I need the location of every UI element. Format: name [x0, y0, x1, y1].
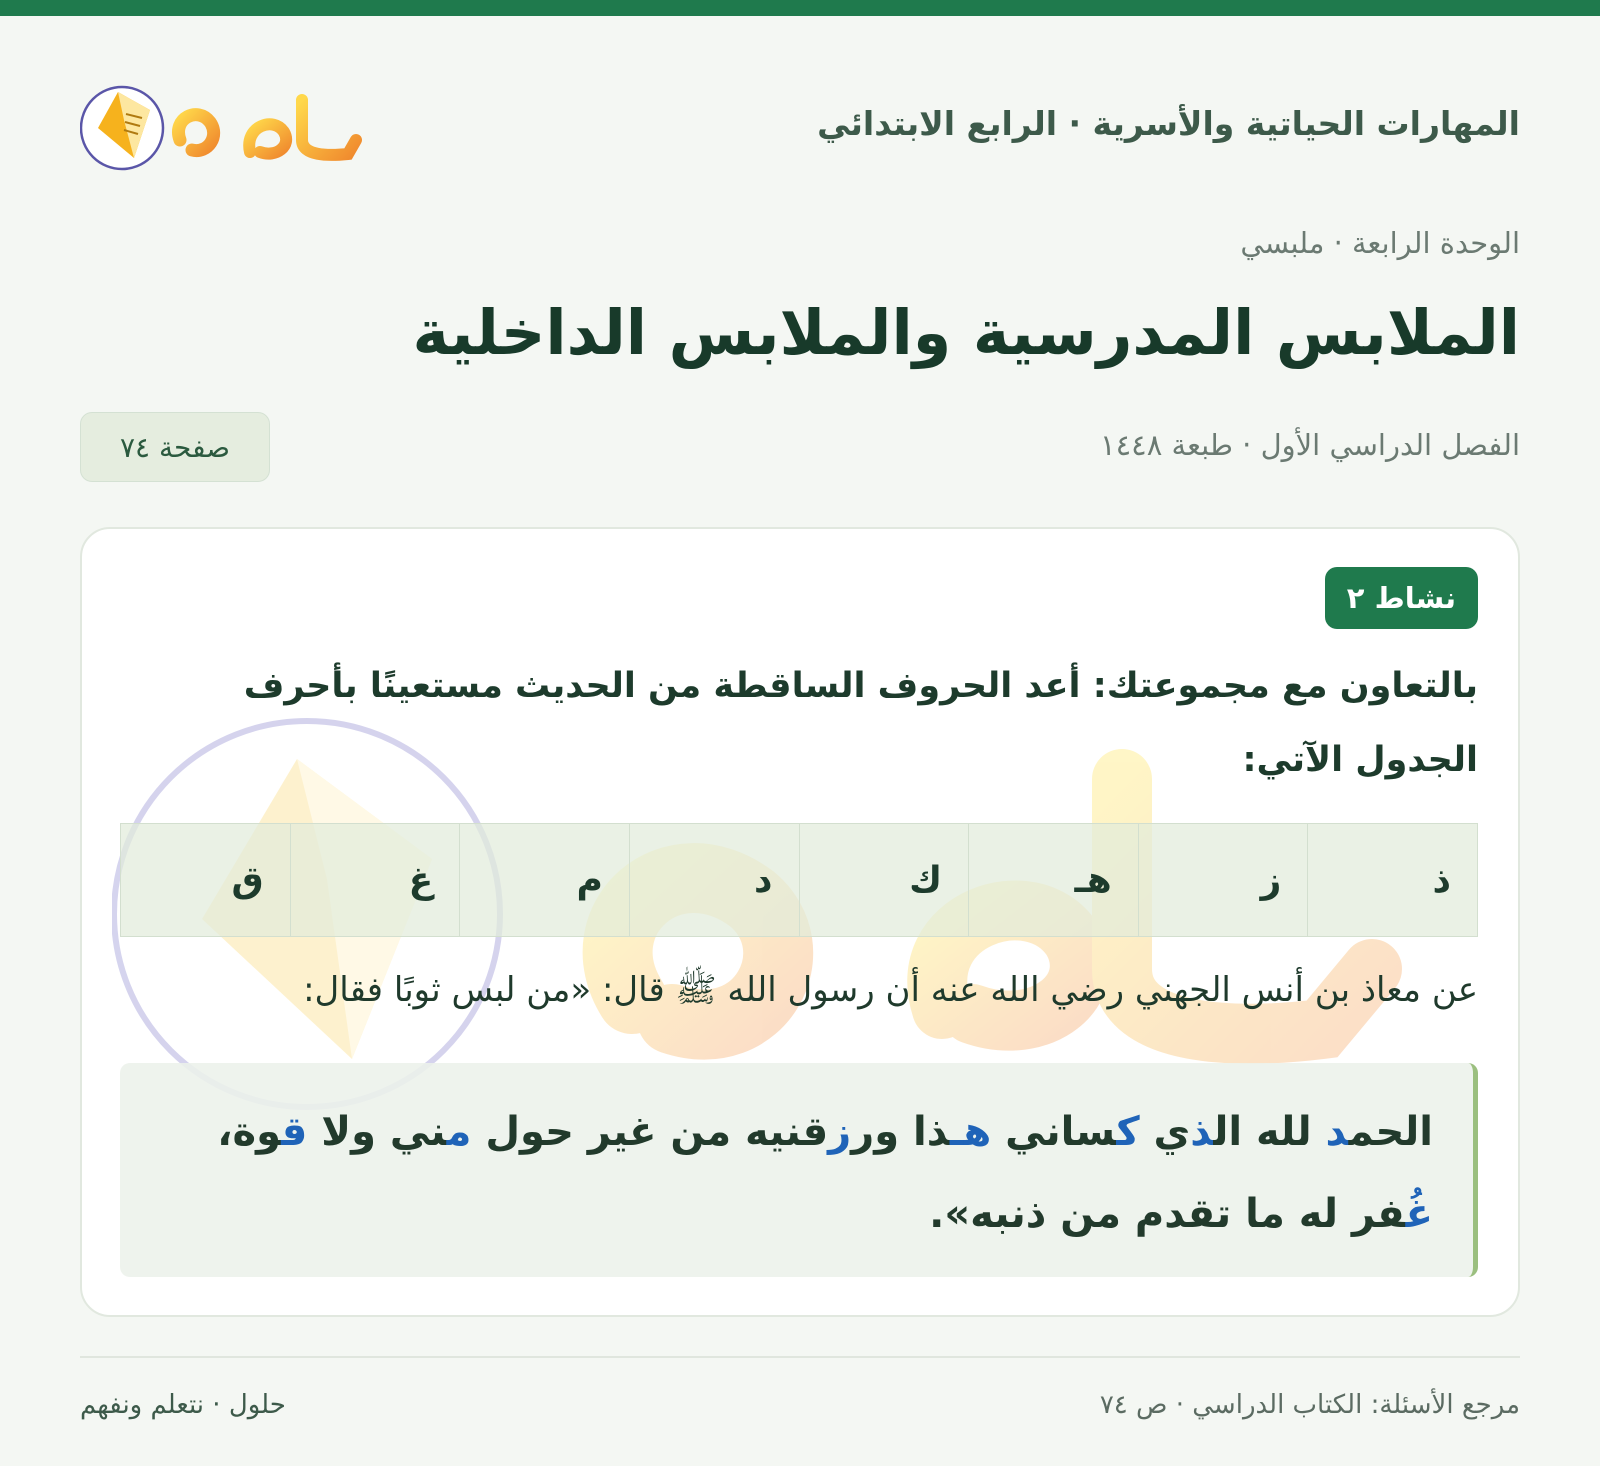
letters-table: [120, 823, 1478, 937]
top-accent-bar: [0, 0, 1600, 16]
unit-label: الوحدة الرابعة · ملبسي: [1240, 226, 1520, 260]
highlighted-letter: هـ: [949, 1109, 992, 1155]
quote-text: ذا ور: [851, 1109, 950, 1155]
highlighted-letter: غُ: [1405, 1191, 1433, 1237]
activity-instruction: بالتعاون مع مجموعتك: أعد الحروف الساقطة من الحديث مستعينًا بأحرف الجدول الآتي:: [243, 666, 1478, 780]
letter-cell: ق: [121, 824, 291, 937]
highlighted-letter: م: [446, 1109, 472, 1155]
letter-cell: ذ: [1308, 824, 1478, 937]
quote-text: وة،: [217, 1109, 282, 1155]
page-number-chip: صفحة ٧٤: [80, 412, 270, 482]
activity-badge: نشاط ٢: [1325, 567, 1478, 629]
lesson-title: الملابس المدرسية والملابس الداخلية: [412, 296, 1520, 369]
letter-cell: هـ: [969, 824, 1139, 937]
activity-card: [80, 527, 1520, 1317]
quote-text: ساني: [991, 1109, 1117, 1155]
letter-cell: غ: [290, 824, 460, 937]
letter-cell: ك: [799, 824, 969, 937]
footer-reference: مرجع الأسئلة: الكتاب الدراسي · ص ٧٤: [1099, 1390, 1520, 1420]
footer-divider: [80, 1356, 1520, 1358]
quote-text: ني ولا: [307, 1109, 447, 1155]
quote-text: ي: [1139, 1109, 1191, 1155]
highlighted-letter: ك: [1116, 1109, 1140, 1155]
quote-text: لله ال: [1213, 1109, 1326, 1155]
highlighted-letter: ق: [281, 1109, 308, 1155]
hulul-logo: [80, 70, 370, 180]
letter-cell: د: [629, 824, 799, 937]
page-header: [80, 70, 1520, 180]
highlighted-letter: ذ: [1190, 1109, 1214, 1155]
letter-cell: م: [460, 824, 630, 937]
semester-edition: الفصل الدراسي الأول · طبعة ١٤٤٨: [1100, 428, 1520, 462]
footer-brand: حلول · نتعلم ونفهم: [80, 1390, 286, 1420]
subject-title: المهارات الحياتية والأسرية · الرابع الابتدائي: [817, 104, 1520, 143]
highlighted-letter: د: [1325, 1109, 1349, 1155]
letter-cell: ز: [1138, 824, 1308, 937]
hadith-quote: [120, 1063, 1478, 1277]
letters-row: [121, 824, 1478, 937]
quote-text: الحم: [1348, 1109, 1433, 1155]
quote-text: قنيه من غير حول: [471, 1109, 829, 1155]
hadith-narration: عن معاذ بن أنس الجهني رضي الله عنه أن رسول الله ﷺ قال: «من لبس ثوبًا فقال:: [303, 970, 1478, 1010]
quote-text: فر له ما تقدم من ذنبه».: [929, 1191, 1406, 1237]
highlighted-letter: ز: [828, 1109, 852, 1155]
